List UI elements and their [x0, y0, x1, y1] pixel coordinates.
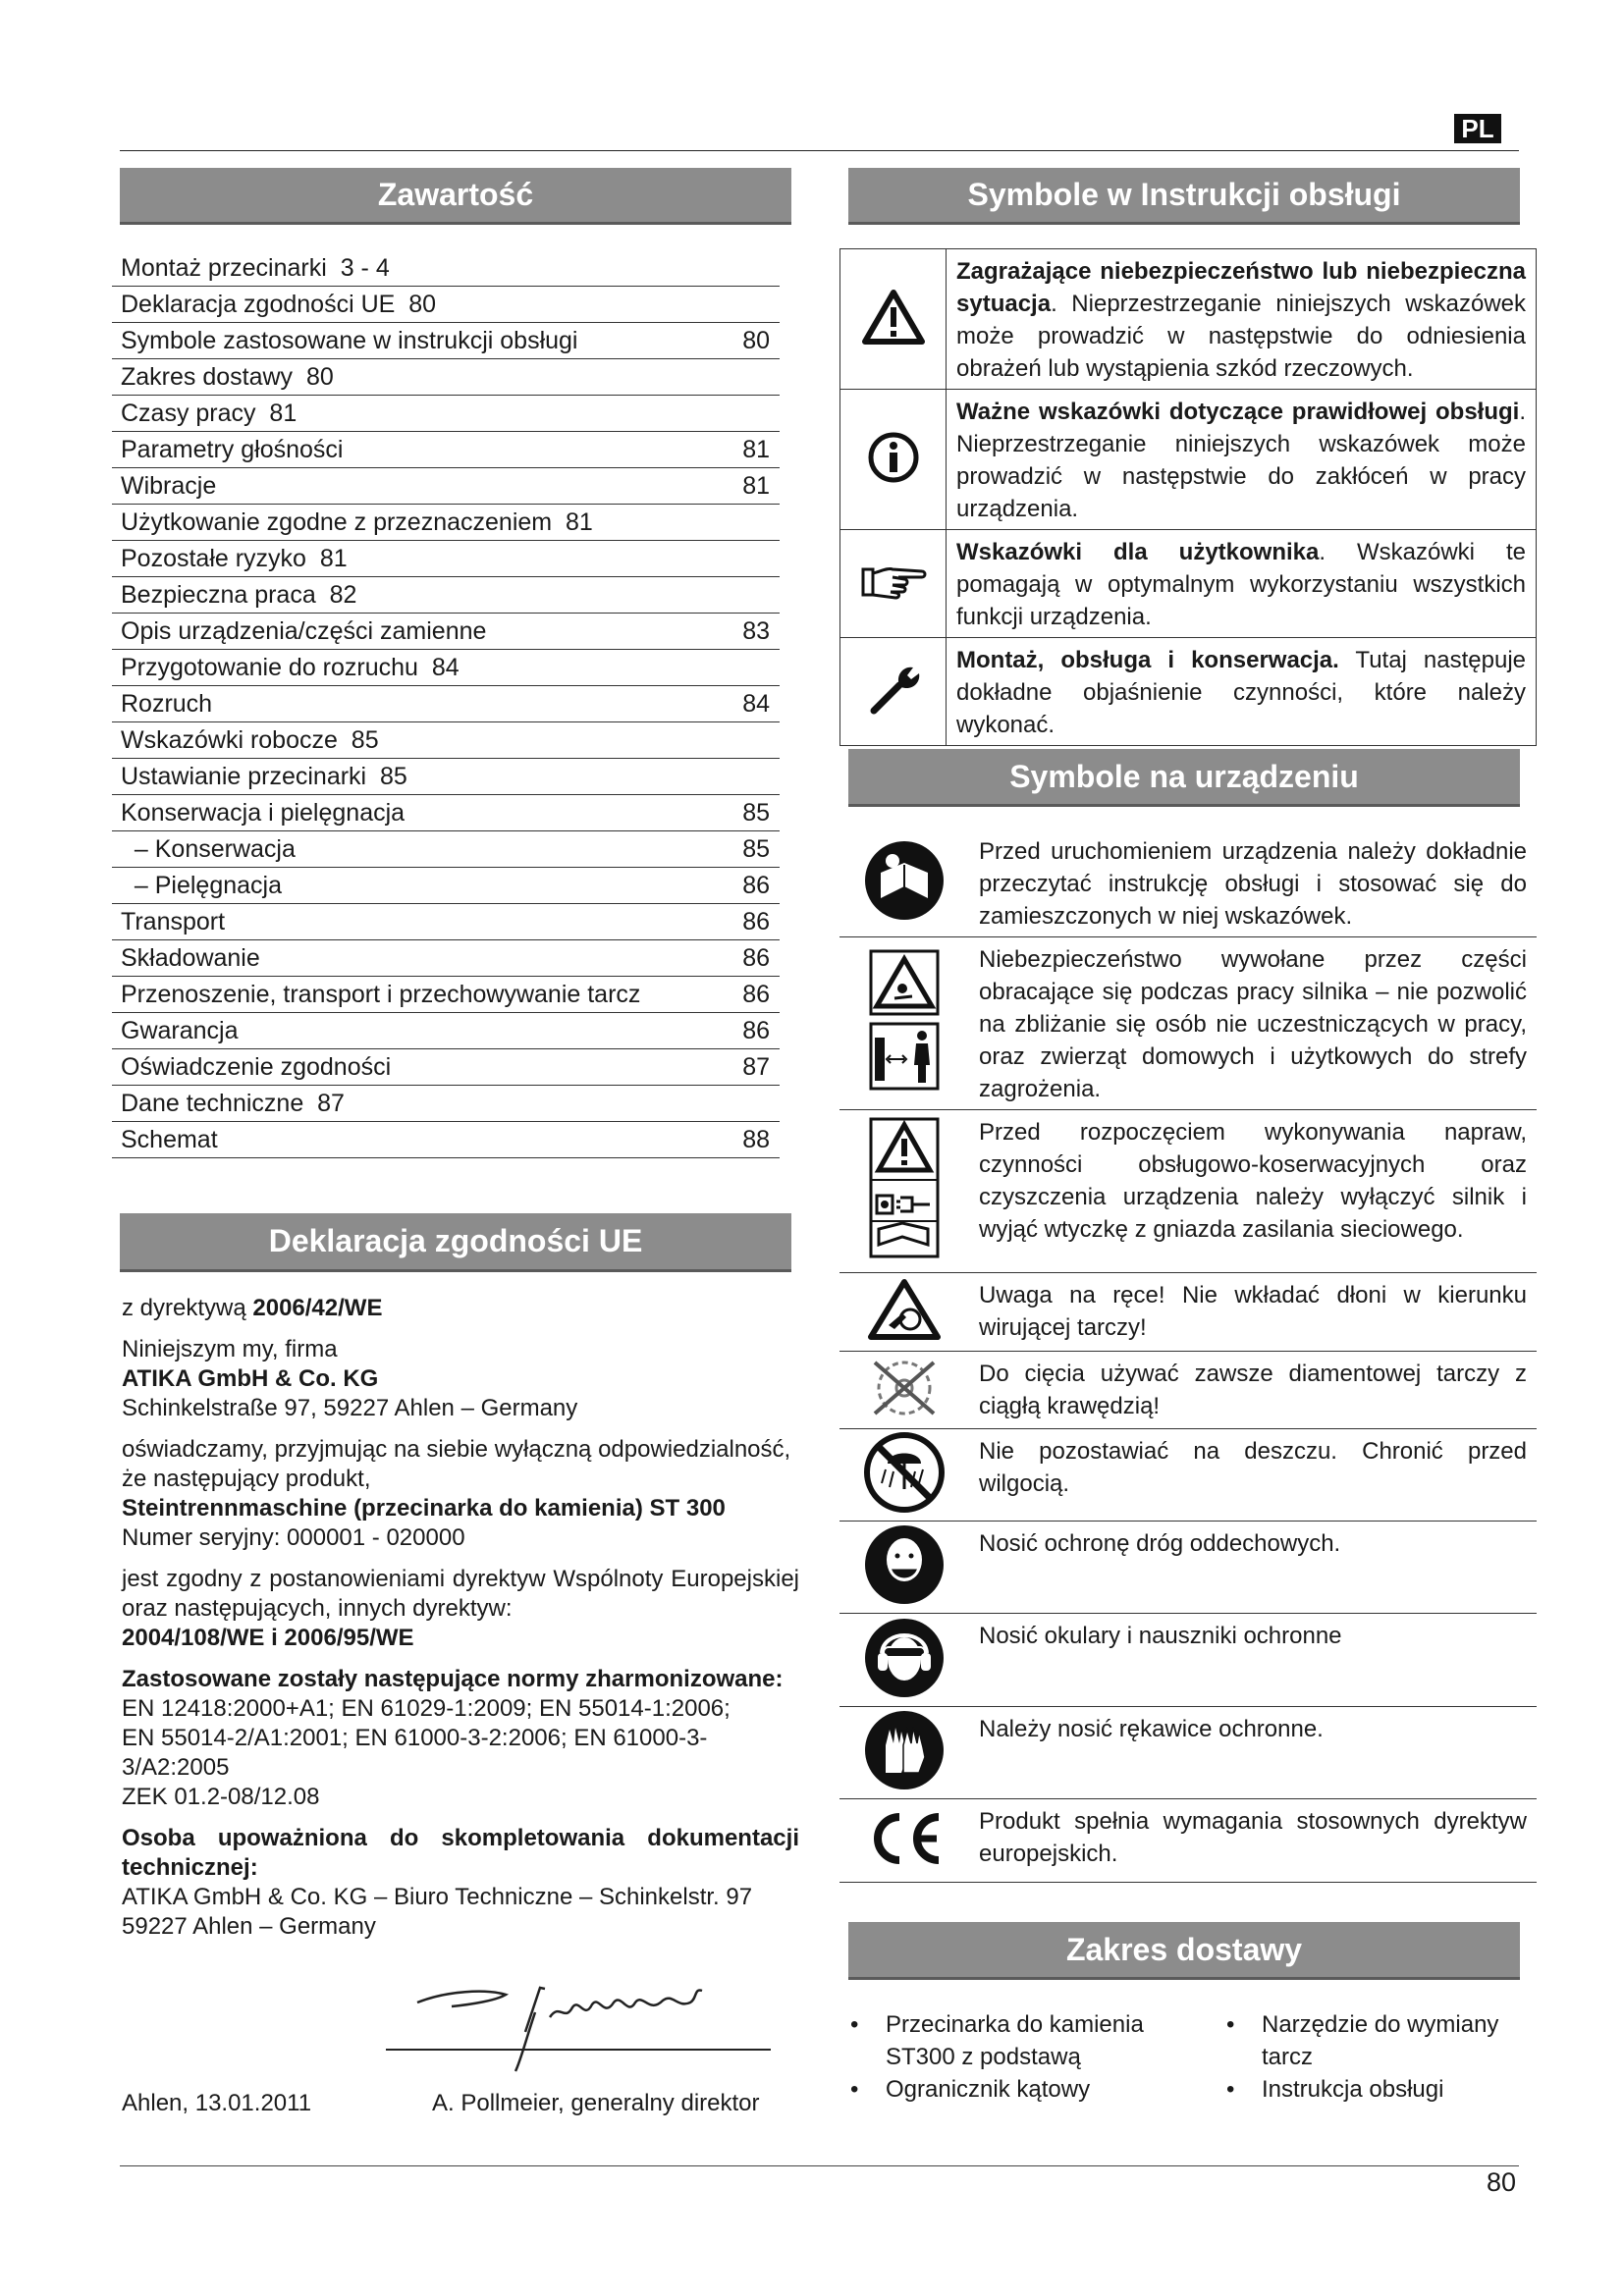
signatory: A. Pollmeier, generalny direktor	[432, 2090, 760, 2116]
toc-label: Opis urządzenia/części zamienne	[121, 617, 487, 645]
delivery-list-left	[846, 2008, 1200, 2106]
table-row	[839, 1110, 1537, 1273]
toc-row	[112, 1086, 780, 1122]
signature	[378, 1973, 781, 2081]
symbol-description: Wskazówki dla użytkownika. Wskazówki te pomagają w optymalnym wykorzystaniu wszystkich funkcji urządzenia.	[947, 530, 1537, 638]
toc-label: Użytkowanie zgodne z przeznaczeniem 81	[121, 508, 593, 536]
toc-row	[112, 505, 780, 541]
intro-text: Niniejszym my, firma	[122, 1336, 338, 1362]
statement-text: oświadczamy, przyjmując na siebie wyłączną odpowiedzialność, że następujący produkt,	[122, 1436, 791, 1492]
symbol-description: Przed rozpoczęciem wykonywania napraw, czynności obsługowo-koserwacyjnych oraz czyszczenia urządzenia należy wyłączyć silnik i wyjąć wtyczkę z gniazda zasilania sieciowego.	[969, 1110, 1537, 1273]
toc-label: Dane techniczne 87	[121, 1090, 345, 1117]
table-row	[840, 390, 1537, 530]
table-row	[839, 1352, 1537, 1429]
toc-label: – Pielęgnacja	[121, 872, 283, 899]
toc-row	[112, 287, 780, 323]
symbol-description: Nosić ochronę dróg oddechowych.	[969, 1522, 1537, 1614]
symbol-description: Nosić okulary i nauszniki ochronne	[969, 1614, 1537, 1707]
symbol-description: Nie pozostawiać na deszczu. Chronić przed wilgocią.	[969, 1429, 1537, 1522]
toc-row	[112, 795, 780, 831]
wrench-icon	[840, 638, 947, 746]
bottom-divider	[120, 2165, 1519, 2166]
table-row	[839, 1273, 1537, 1352]
table-of-contents	[112, 250, 780, 1158]
rotating-parts-warning-icon	[839, 937, 969, 1110]
toc-label: Czasy pracy 81	[121, 400, 298, 427]
list-item: • Narzędzie do wymiany tarcz	[1222, 2008, 1517, 2073]
declaration-body	[122, 1294, 799, 1942]
manual-symbols-table	[839, 248, 1537, 746]
toc-row	[112, 904, 780, 940]
warning-triangle-icon	[840, 249, 947, 390]
table-row	[839, 829, 1537, 937]
toc-page: 88	[742, 1126, 770, 1153]
norm-line: ZEK 01.2-08/12.08	[122, 1784, 320, 1810]
ce-mark-icon	[839, 1799, 969, 1883]
toc-page: 81	[742, 472, 770, 500]
toc-row	[112, 250, 780, 287]
top-divider	[120, 150, 1519, 151]
toc-label: Wibracje	[121, 472, 217, 500]
toc-page: 86	[742, 908, 770, 935]
toc-page: 85	[742, 835, 770, 863]
toc-label: Ustawianie przecinarki 85	[121, 763, 407, 790]
symbol-description: Ważne wskazówki dotyczące prawidłowej obsługi. Nieprzestrzeganie niniejszych wskazówek może prowadzić w następstwie do zakłóceń w pracy urządzenia.	[947, 390, 1537, 530]
toc-label: Transport	[121, 908, 226, 935]
toc-row	[112, 1049, 780, 1086]
pointing-hand-icon	[840, 530, 947, 638]
toc-row	[112, 722, 780, 759]
toc-label: Oświadczenie zgodności	[121, 1053, 392, 1081]
toc-row	[112, 650, 780, 686]
place-date: Ahlen, 13.01.2011	[122, 2090, 312, 2116]
hand-blade-warning-icon	[839, 1273, 969, 1352]
toc-row	[112, 1122, 780, 1158]
goggles-earmuffs-icon	[839, 1614, 969, 1707]
continuous-diamond-blade-icon	[839, 1352, 969, 1429]
toc-row	[112, 977, 780, 1013]
directive-line: z dyrektywą 2006/42/WE	[122, 1295, 383, 1321]
toc-row	[112, 614, 780, 650]
table-row	[839, 937, 1537, 1110]
toc-row	[112, 359, 780, 396]
symbol-description: Produkt spełnia wymagania stosownych dyrektyw europejskich.	[969, 1799, 1537, 1883]
toc-label: Rozruch	[121, 690, 213, 718]
manual-symbols-title: Symbole w Instrukcji obsługi	[848, 168, 1520, 225]
toc-page: 87	[742, 1053, 770, 1081]
toc-row	[112, 759, 780, 795]
toc-label: Gwarancja	[121, 1017, 239, 1044]
language-badge: PL	[1454, 114, 1501, 143]
toc-label: Składowanie	[121, 944, 260, 972]
gloves-icon	[839, 1707, 969, 1799]
symbol-description: Do cięcia używać zawsze diamentowej tarczy z ciągłą krawędzią!	[969, 1352, 1537, 1429]
info-icon	[840, 390, 947, 530]
symbol-description: Uwaga na ręce! Nie wkładać dłoni w kierunku wirującej tarczy!	[969, 1273, 1537, 1352]
norm-line: EN 55014-2/A1:2001; EN 61000-3-2:2006; EN 61000-3-3/A2:2005	[122, 1725, 708, 1781]
authorized-address-2: 59227 Ahlen – Germany	[122, 1913, 376, 1940]
symbol-description: Należy nosić rękawice ochronne.	[969, 1707, 1537, 1799]
toc-label: Schemat	[121, 1126, 218, 1153]
toc-label: Symbole zastosowane w instrukcji obsługi	[121, 327, 578, 354]
table-row	[839, 1707, 1537, 1799]
toc-page: 85	[742, 799, 770, 827]
toc-row	[112, 686, 780, 722]
toc-row	[112, 577, 780, 614]
toc-row	[112, 1013, 780, 1049]
symbol-description: Przed uruchomieniem urządzenia należy dokładnie przeczytać instrukcję obsługi i stosować się do zamieszczonych w niej wskazówek.	[969, 829, 1537, 937]
toc-page: 86	[742, 981, 770, 1008]
conformity-text: jest zgodny z postanowieniami dyrektyw Wspólnoty Europejskiej oraz następujących, innych dyrektyw:	[122, 1566, 799, 1622]
table-row	[839, 1522, 1537, 1614]
toc-page: 86	[742, 944, 770, 972]
toc-title: Zawartość	[120, 168, 791, 225]
toc-row	[112, 432, 780, 468]
read-manual-icon	[839, 829, 969, 937]
serial-number: Numer seryjny: 000001 - 020000	[122, 1524, 465, 1551]
toc-page: 83	[742, 617, 770, 645]
norm-line: EN 12418:2000+A1; EN 61029-1:2009; EN 55014-1:2006;	[122, 1695, 731, 1722]
product-name: Steintrennmaschine (przecinarka do kamienia) ST 300	[122, 1495, 726, 1522]
table-row	[840, 530, 1537, 638]
toc-label: Wskazówki robocze 85	[121, 726, 379, 754]
list-item: • Przecinarka do kamienia ST300 z podstawą	[846, 2008, 1200, 2073]
toc-page: 86	[742, 872, 770, 899]
toc-page: 84	[742, 690, 770, 718]
table-row	[840, 249, 1537, 390]
toc-row	[112, 831, 780, 868]
table-row	[839, 1614, 1537, 1707]
toc-page: 81	[742, 436, 770, 463]
table-row	[839, 1429, 1537, 1522]
toc-label: Bezpieczna praca 82	[121, 581, 357, 609]
delivery-list-right	[1222, 2008, 1517, 2106]
page-number: 80	[1486, 2167, 1516, 2197]
authorized-title: Osoba upoważniona do skompletowania dokumentacji technicznej:	[122, 1825, 799, 1881]
list-item: • Instrukcja obsługi	[1222, 2073, 1517, 2106]
symbol-description: Niebezpieczeństwo wywołane przez części obracające się podczas pracy silnika – nie pozwolić na zbliżanie się osób nie uczestniczących w pracy, oraz zwierząt domowych i użytkowych do strefy zagrożenia.	[969, 937, 1537, 1110]
toc-row	[112, 868, 780, 904]
toc-label: Parametry głośności	[121, 436, 344, 463]
authorized-address-1: ATIKA GmbH & Co. KG – Biuro Techniczne – Schinkelstr. 97	[122, 1884, 753, 1910]
company-name: ATIKA GmbH & Co. KG	[122, 1365, 379, 1392]
symbol-description: Zagrażające niebezpieczeństwo lub niebezpieczna sytuacja. Nieprzestrzeganie niniejszych wskazówek może prowadzić w następstwie do odniesienia obrażeń lub wystąpienia szkód rzeczowych.	[947, 249, 1537, 390]
toc-label: Deklaracja zgodności UE 80	[121, 291, 436, 318]
device-symbols-table	[839, 829, 1537, 1883]
toc-label: Przenoszenie, transport i przechowywanie tarcz	[121, 981, 641, 1008]
no-rain-icon	[839, 1429, 969, 1522]
toc-label: Zakres dostawy 80	[121, 363, 334, 391]
toc-label: Przygotowanie do rozruchu 84	[121, 654, 460, 681]
unplug-before-maintenance-icon	[839, 1110, 969, 1273]
toc-row	[112, 323, 780, 359]
toc-row	[112, 396, 780, 432]
directives-list: 2004/108/WE i 2006/95/WE	[122, 1625, 414, 1651]
table-row	[840, 638, 1537, 746]
symbol-description: Montaż, obsługa i konserwacja. Tutaj następuje dokładne objaśnienie czynności, które należy wykonać.	[947, 638, 1537, 746]
list-item: • Ogranicznik kątowy	[846, 2073, 1200, 2106]
toc-label: Pozostałe ryzyko 81	[121, 545, 348, 572]
toc-label: Konserwacja i pielęgnacja	[121, 799, 406, 827]
declaration-title: Deklaracja zgodności UE	[120, 1213, 791, 1272]
toc-label: Montaż przecinarki 3 - 4	[121, 254, 390, 282]
toc-row	[112, 541, 780, 577]
norms-title: Zastosowane zostały następujące normy zharmonizowane:	[122, 1666, 784, 1692]
company-address: Schinkelstraße 97, 59227 Ahlen – Germany	[122, 1395, 578, 1421]
delivery-title: Zakres dostawy	[848, 1922, 1520, 1980]
device-symbols-title: Symbole na urządzeniu	[848, 749, 1520, 807]
respirator-icon	[839, 1522, 969, 1614]
toc-label: – Konserwacja	[121, 835, 296, 863]
toc-row	[112, 940, 780, 977]
toc-row	[112, 468, 780, 505]
table-row	[839, 1799, 1537, 1883]
toc-page: 80	[742, 327, 770, 354]
toc-page: 86	[742, 1017, 770, 1044]
